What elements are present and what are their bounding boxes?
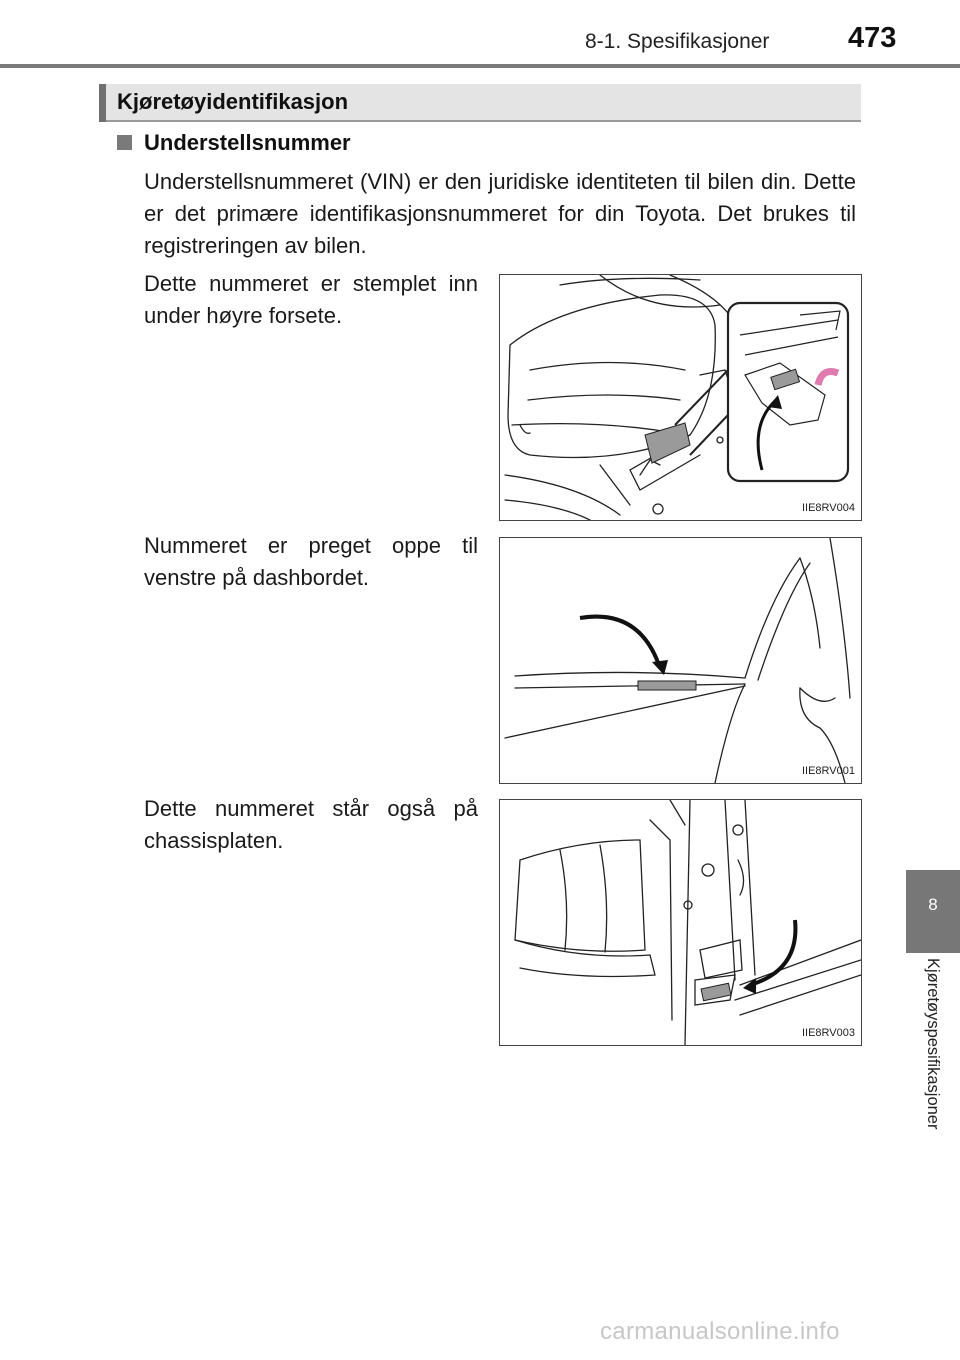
- door-sill-illustration: [500, 800, 861, 1045]
- square-bullet-icon: [117, 135, 132, 150]
- dashboard-illustration: [500, 538, 861, 783]
- figure-code: IIE8RV004: [801, 502, 855, 514]
- subheading: Understellsnummer: [144, 130, 351, 155]
- chapter-label: Kjøretøyspesifikasjoner: [924, 958, 942, 1130]
- figure-dashboard-vin: [499, 537, 862, 784]
- section-title: Kjøretøyidentifikasjon: [117, 89, 349, 114]
- figure-code: IIE8RV003: [801, 1027, 855, 1039]
- section-bar-accent: [99, 84, 106, 122]
- header-divider: [0, 64, 960, 68]
- figure-code: IIE8RV001: [801, 765, 855, 777]
- note-seat: Dette nummeret er stemplet inn under høyre forsete.: [144, 271, 478, 328]
- note-chassis-plate: Dette nummeret står også på chassisplaten.: [144, 796, 478, 853]
- intro-paragraph: Understellsnummeret (VIN) er den juridiske identiteten til bilen din. Dette er det primære identifikasjonsnummeret for din Toyota. Det brukes til registreringen av bilen.: [144, 169, 856, 258]
- seat-illustration: [500, 275, 861, 520]
- figure-seat-vin: [499, 274, 862, 521]
- watermark: carmanualsonline.info: [600, 1318, 840, 1345]
- pointer-arrow-icon: [580, 617, 660, 668]
- figure-chassis-plate: [499, 799, 862, 1046]
- note-dashboard: Nummeret er preget oppe til venstre på dashbordet.: [144, 533, 478, 590]
- chapter-number: 8: [928, 895, 938, 914]
- page-number: 473: [848, 22, 897, 54]
- pointer-arrow-icon: [750, 920, 795, 985]
- section-breadcrumb: 8-1. Spesifikasjoner: [585, 30, 770, 53]
